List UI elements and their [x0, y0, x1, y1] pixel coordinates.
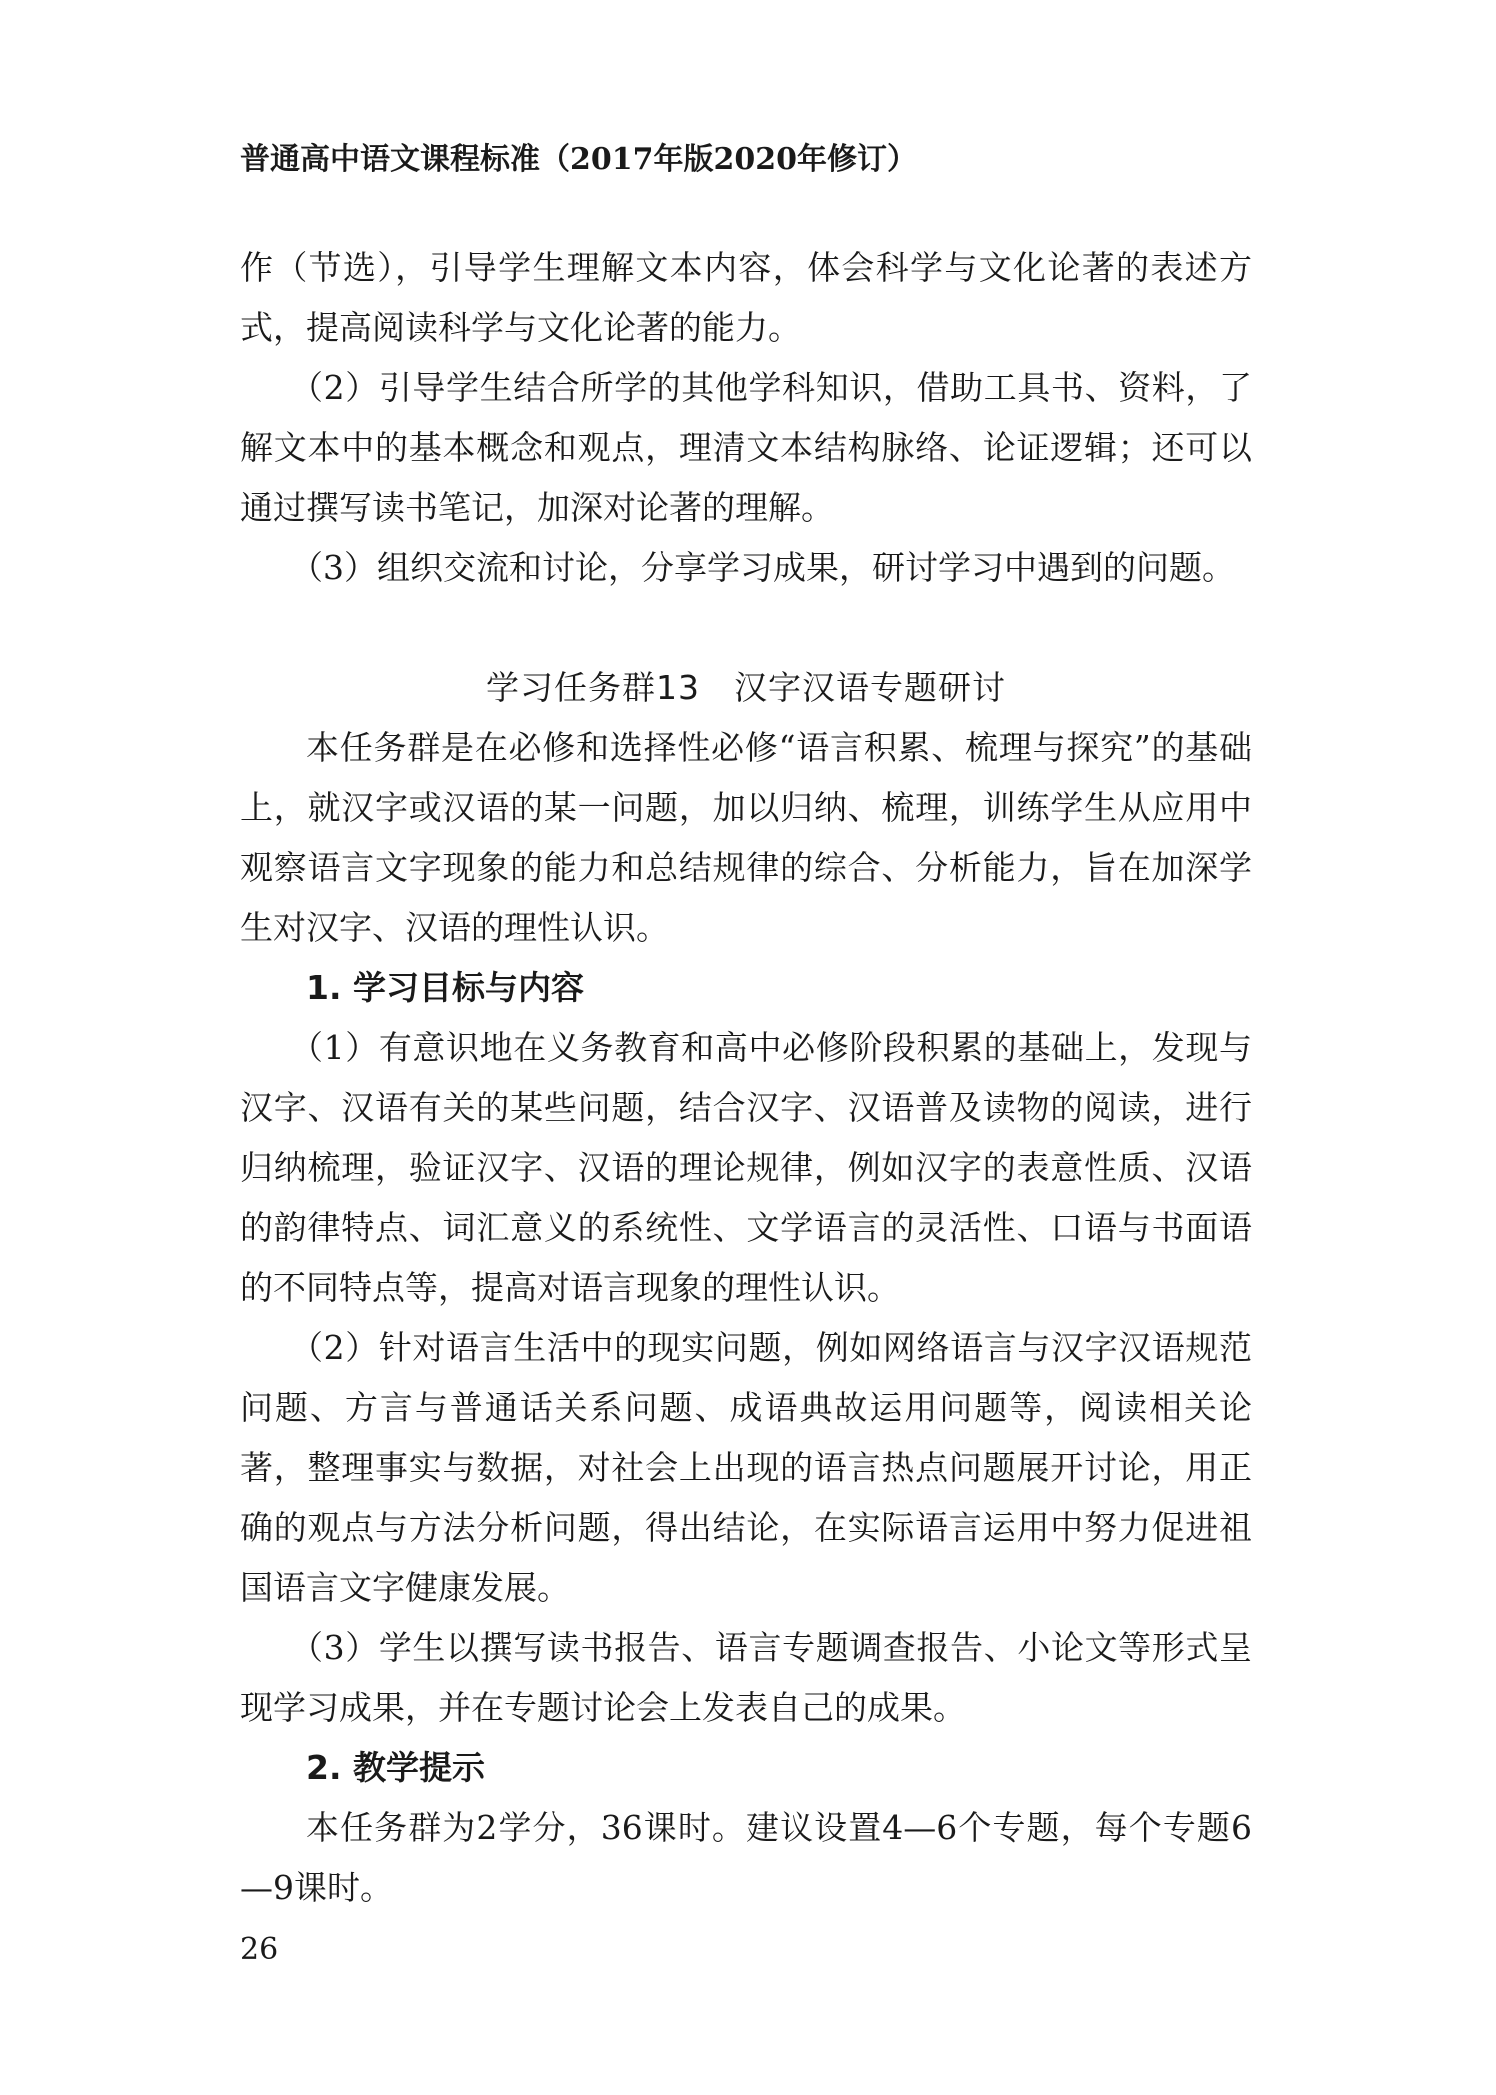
subheading-goals: 1. 学习目标与内容: [306, 968, 584, 1007]
subheading-teaching-tips: 2. 教学提示: [306, 1748, 485, 1787]
running-header: 普通高中语文课程标准（2017年版2020年修订）: [240, 142, 917, 177]
paragraph-continuation: 作（节选），引导学生理解文本内容，体会科学与文化论著的表述方式，提高阅读科学与文化论著的能力。: [240, 248, 1252, 347]
body-text: [240, 238, 1252, 1918]
paragraph-goal-3: （3）学生以撰写读书报告、语言专题调查报告、小论文等形式呈现学习成果，并在专题讨论会上发表自己的成果。: [240, 1628, 1252, 1727]
paragraph-item-3: （3）组织交流和讨论，分享学习成果，研讨学习中遇到的问题。: [290, 548, 1235, 587]
paragraph-teaching-tip: 本任务群为2学分，36课时。建议设置4—6个专题，每个专题6—9课时。: [240, 1808, 1252, 1907]
paragraph-item-2: （2）引导学生结合所学的其他学科知识，借助工具书、资料，了解文本中的基本概念和观点，理清文本结构脉络、论证逻辑；还可以通过撰写读书笔记，加深对论著的理解。: [240, 368, 1252, 527]
paragraph-intro: 本任务群是在必修和选择性必修“语言积累、梳理与探究”的基础上，就汉字或汉语的某一问题，加以归纳、梳理，训练学生从应用中观察语言文字现象的能力和总结规律的综合、分析能力，旨在加深学生对汉字、汉语的理性认识。: [240, 728, 1252, 947]
page-number: 26: [240, 1932, 279, 1967]
section-title: 学习任务群13 汉字汉语专题研讨: [486, 668, 1006, 707]
paragraph-goal-1: （1）有意识地在义务教育和高中必修阶段积累的基础上，发现与汉字、汉语有关的某些问题，结合汉字、汉语普及读物的阅读，进行归纳梳理，验证汉字、汉语的理论规律，例如汉字的表意性质、汉语的韵律特点、词汇意义的系统性、文学语言的灵活性、口语与书面语的不同特点等，提高对语言现象的理性认识。: [240, 1028, 1252, 1307]
paragraph-goal-2: （2）针对语言生活中的现实问题，例如网络语言与汉字汉语规范问题、方言与普通话关系问题、成语典故运用问题等，阅读相关论著，整理事实与数据，对社会上出现的语言热点问题展开讨论，用正确的观点与方法分析问题，得出结论，在实际语言运用中努力促进祖国语言文字健康发展。: [240, 1328, 1252, 1607]
